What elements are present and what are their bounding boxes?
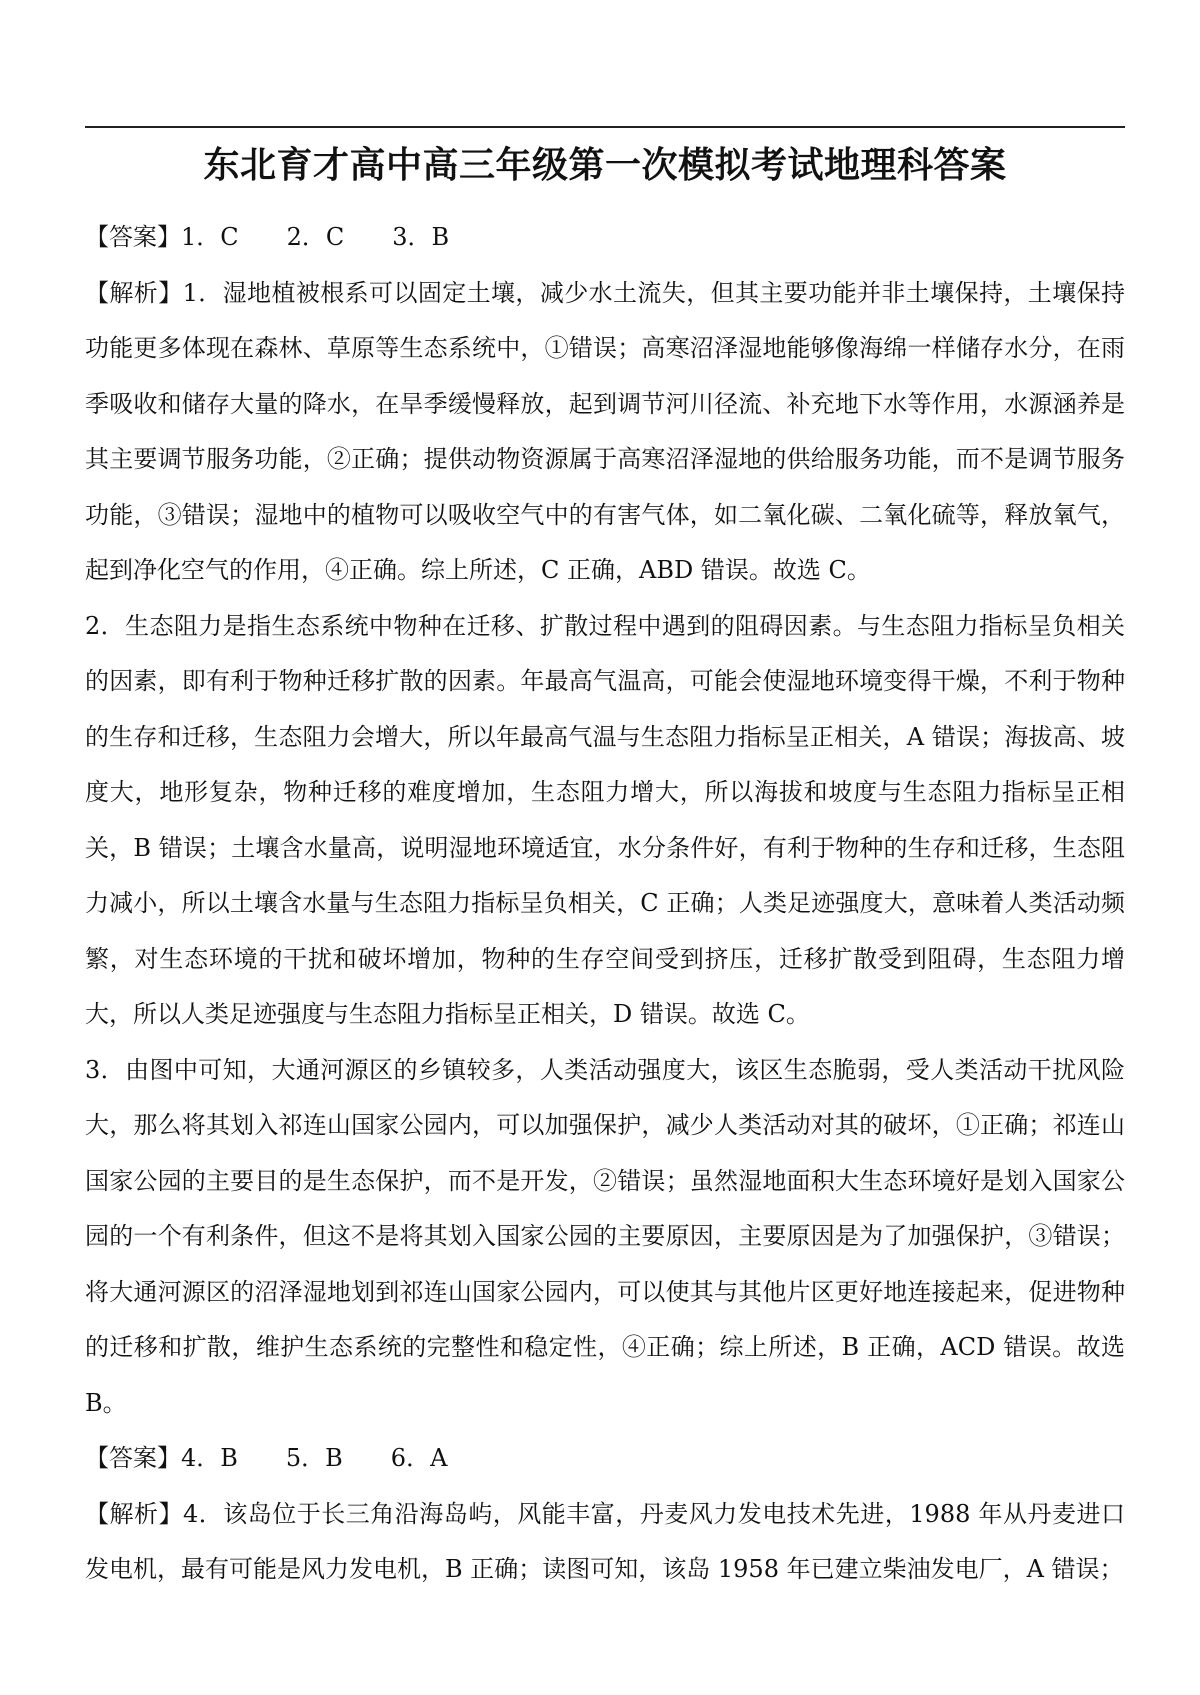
header-rule — [85, 126, 1125, 128]
explanation-q3: 3．由图中可知，大通河源区的乡镇较多，人类活动强度大，该区生态脆弱，受人类活动干扰风险大，那么将其划入祁连山国家公园内，可以加强保护，减少人类活动对其的破坏，①正确；祁连山国家公园的主要目的是生态保护，而不是开发，②错误；虽然湿地面积大生态环境好是划入国家公园的一个有利条件，但这不是将其划入国家公园的主要原因，主要原因是为了加强保护，③错误；将大通河源区的沼泽湿地划到祁连山国家公园内，可以使其与其他片区更好地连接起来，促进物种的迁移和扩散，维护生态系统的完整性和稳定性，④正确；综上所述，B 正确，ACD 错误。故选 B。 — [85, 1055, 1125, 1417]
explanation-q4: 【解析】4．该岛位于长三角沿海岛屿，风能丰富，丹麦风力发电技术先进，1988 年从丹麦进口发电机，最有可能是风力发电机，B 正确；读图可知，该岛 1958 年已建立柴油发电厂，A 错误； — [85, 1499, 1125, 1583]
document-body — [85, 210, 1125, 1598]
explanation-q2: 2．生态阻力是指生态系统中物种在迁移、扩散过程中遇到的阻碍因素。与生态阻力指标呈负相关的因素，即有利于物种迁移扩散的因素。年最高气温高，可能会使湿地环境变得干燥，不利于物种的生存和迁移，生态阻力会增大，所以年最高气温与生态阻力指标呈正相关，A 错误；海拔高、坡度大，地形复杂，物种迁移的难度增加，生态阻力增大，所以海拔和坡度与生态阻力指标呈正相关，B 错误；土壤含水量高，说明湿地环境适宜，水分条件好，有利于物种的生存和迁移，生态阻力减小，所以土壤含水量与生态阻力指标呈负相关，C 正确；人类足迹强度大，意味着人类活动频繁，对生态环境的干扰和破坏增加，物种的生存空间受到挤压，迁移扩散受到阻碍，生态阻力增大，所以人类足迹强度与生态阻力指标呈正相关，D 错误。故选 C。 — [85, 611, 1125, 1028]
document-title: 东北育才高中高三年级第一次模拟考试地理科答案 — [203, 144, 1007, 186]
answer-line-1-3: 【答案】1．C 2．C 3．B — [85, 223, 450, 251]
answer-line-4-6: 【答案】4．B 5．B 6．A — [85, 1444, 448, 1472]
explanation-q1: 【解析】1．湿地植被根系可以固定土壤，减少水土流失，但其主要功能并非土壤保持，土壤保持功能更多体现在森林、草原等生态系统中，①错误；高寒沼泽湿地能够像海绵一样储存水分，在雨季吸收和储存大量的降水，在旱季缓慢释放，起到调节河川径流、补充地下水等作用，水源涵养是其主要调节服务功能，②正确；提供动物资源属于高寒沼泽湿地的供给服务功能，而不是调节服务功能，③错误；湿地中的植物可以吸收空气中的有害气体，如二氧化碳、二氧化硫等，释放氧气，起到净化空气的作用，④正确。综上所述，C 正确，ABD 错误。故选 C。 — [85, 278, 1125, 584]
